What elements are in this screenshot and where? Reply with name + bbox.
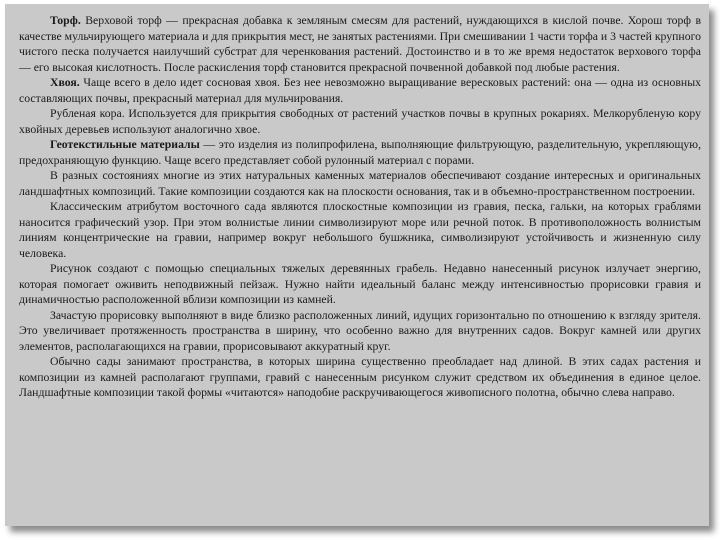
document-page <box>5 4 709 526</box>
paragraph-text: — это изделия из полипрофилена, выполняющие фильтрующую, разделительную, укрепляющую, предохраняющую функцию. Чаще всего представляет собой рулонный материал с порами. <box>19 138 702 167</box>
paragraph-text: Классическим атрибутом восточного сада являются плоскостные композиции из гравия, песка, гальки, на которых граблями наносится графический узор. При этом волнистые линии символизируют море или речной поток. В противоположность волнистым линиям концентрические на гравии, например вокруг небольшого бушжника, символизируют устойчивость и жизненную силу человека. <box>19 200 701 260</box>
term-geotextile: Геотекстильные материалы <box>50 138 200 151</box>
paragraph-text: Рисунок создают с помощью специальных тяжелых деревянных грабель. Недавно нанесенный рисунок излучает энергию, которая помогает оживить неподвижный пейзаж. Нужно найти идеальный баланс между интенсивностью прорисовки гравия и динамичностью расположенной вблизи композиции из камней. <box>19 262 701 306</box>
term-peat: Торф. <box>50 14 81 27</box>
paragraph-geotextile <box>19 137 701 168</box>
paragraph-lines <box>19 308 701 355</box>
document-text <box>19 13 701 401</box>
paragraph-compositions <box>19 168 701 199</box>
paragraph-text: Рубленая кора. Используется для прикрытия свободных от растений участков почвы в крупных рокариях. Мелкорубленую кору хвойных деревьев используют аналогично хвое. <box>19 107 701 136</box>
paragraph-text: Обычно сады занимают пространства, в которых ширина существенно преобладает над длиной. В этих садах растения и композиции из камней располагают группами, гравий с нанесенным рисунком служит средством их объединения в единое целое. Ландшафтные композиции такой формы «читаются» наподобие раскручивающегося живописного полотна, обычно слева направо. <box>19 355 701 399</box>
paragraph-text: В разных состояниях многие из этих натуральных каменных материалов обеспечивают создание интересных и оригинальных ландшафтных композиций. Такие композиции создаются как на плоскости основания, так и в объемно-пространственном построении. <box>19 169 701 198</box>
paragraph-text: Верховой торф — прекрасная добавка к земляным смесям для растений, нуждающихся в кислой почве. Хорош торф в качестве мульчирующего материала и для прикрытия мест, не занятых растениями. При смешивании 1 части торфа и 3 частей крупного чистого песка получается наилучший субстрат для черенкования растений. Достоинство и в то же время недостаток верхового торфа — его высокая кислотность. После раскисления торф становится прекрасной почвенной добавкой под любые растения. <box>19 14 701 74</box>
paragraph-rakes <box>19 261 701 308</box>
paragraph-text: Чаще всего в дело идет сосновая хвоя. Без нее невозможно выращивание вересковых растений: она — одна из основных составляющих почвы, прекрасный материал для мульчирования. <box>19 76 701 105</box>
paragraph-garden-space <box>19 354 701 401</box>
paragraph-peat <box>19 13 701 75</box>
term-pine-needles: Хвоя. <box>50 76 80 89</box>
paragraph-bark <box>19 106 701 137</box>
paragraph-eastern-garden <box>19 199 701 261</box>
paragraph-text: Зачастую прорисовку выполняют в виде близко расположенных линий, идущих горизонтально по отношению к взгляду зрителя. Это увеличивает протяженность пространства в ширину, что особенно важно для внутренних садов. Вокруг камней или других элементов, располагающихся на гравии, прорисовывают аккуратный круг. <box>19 308 701 353</box>
paragraph-pine-needles <box>19 75 701 106</box>
